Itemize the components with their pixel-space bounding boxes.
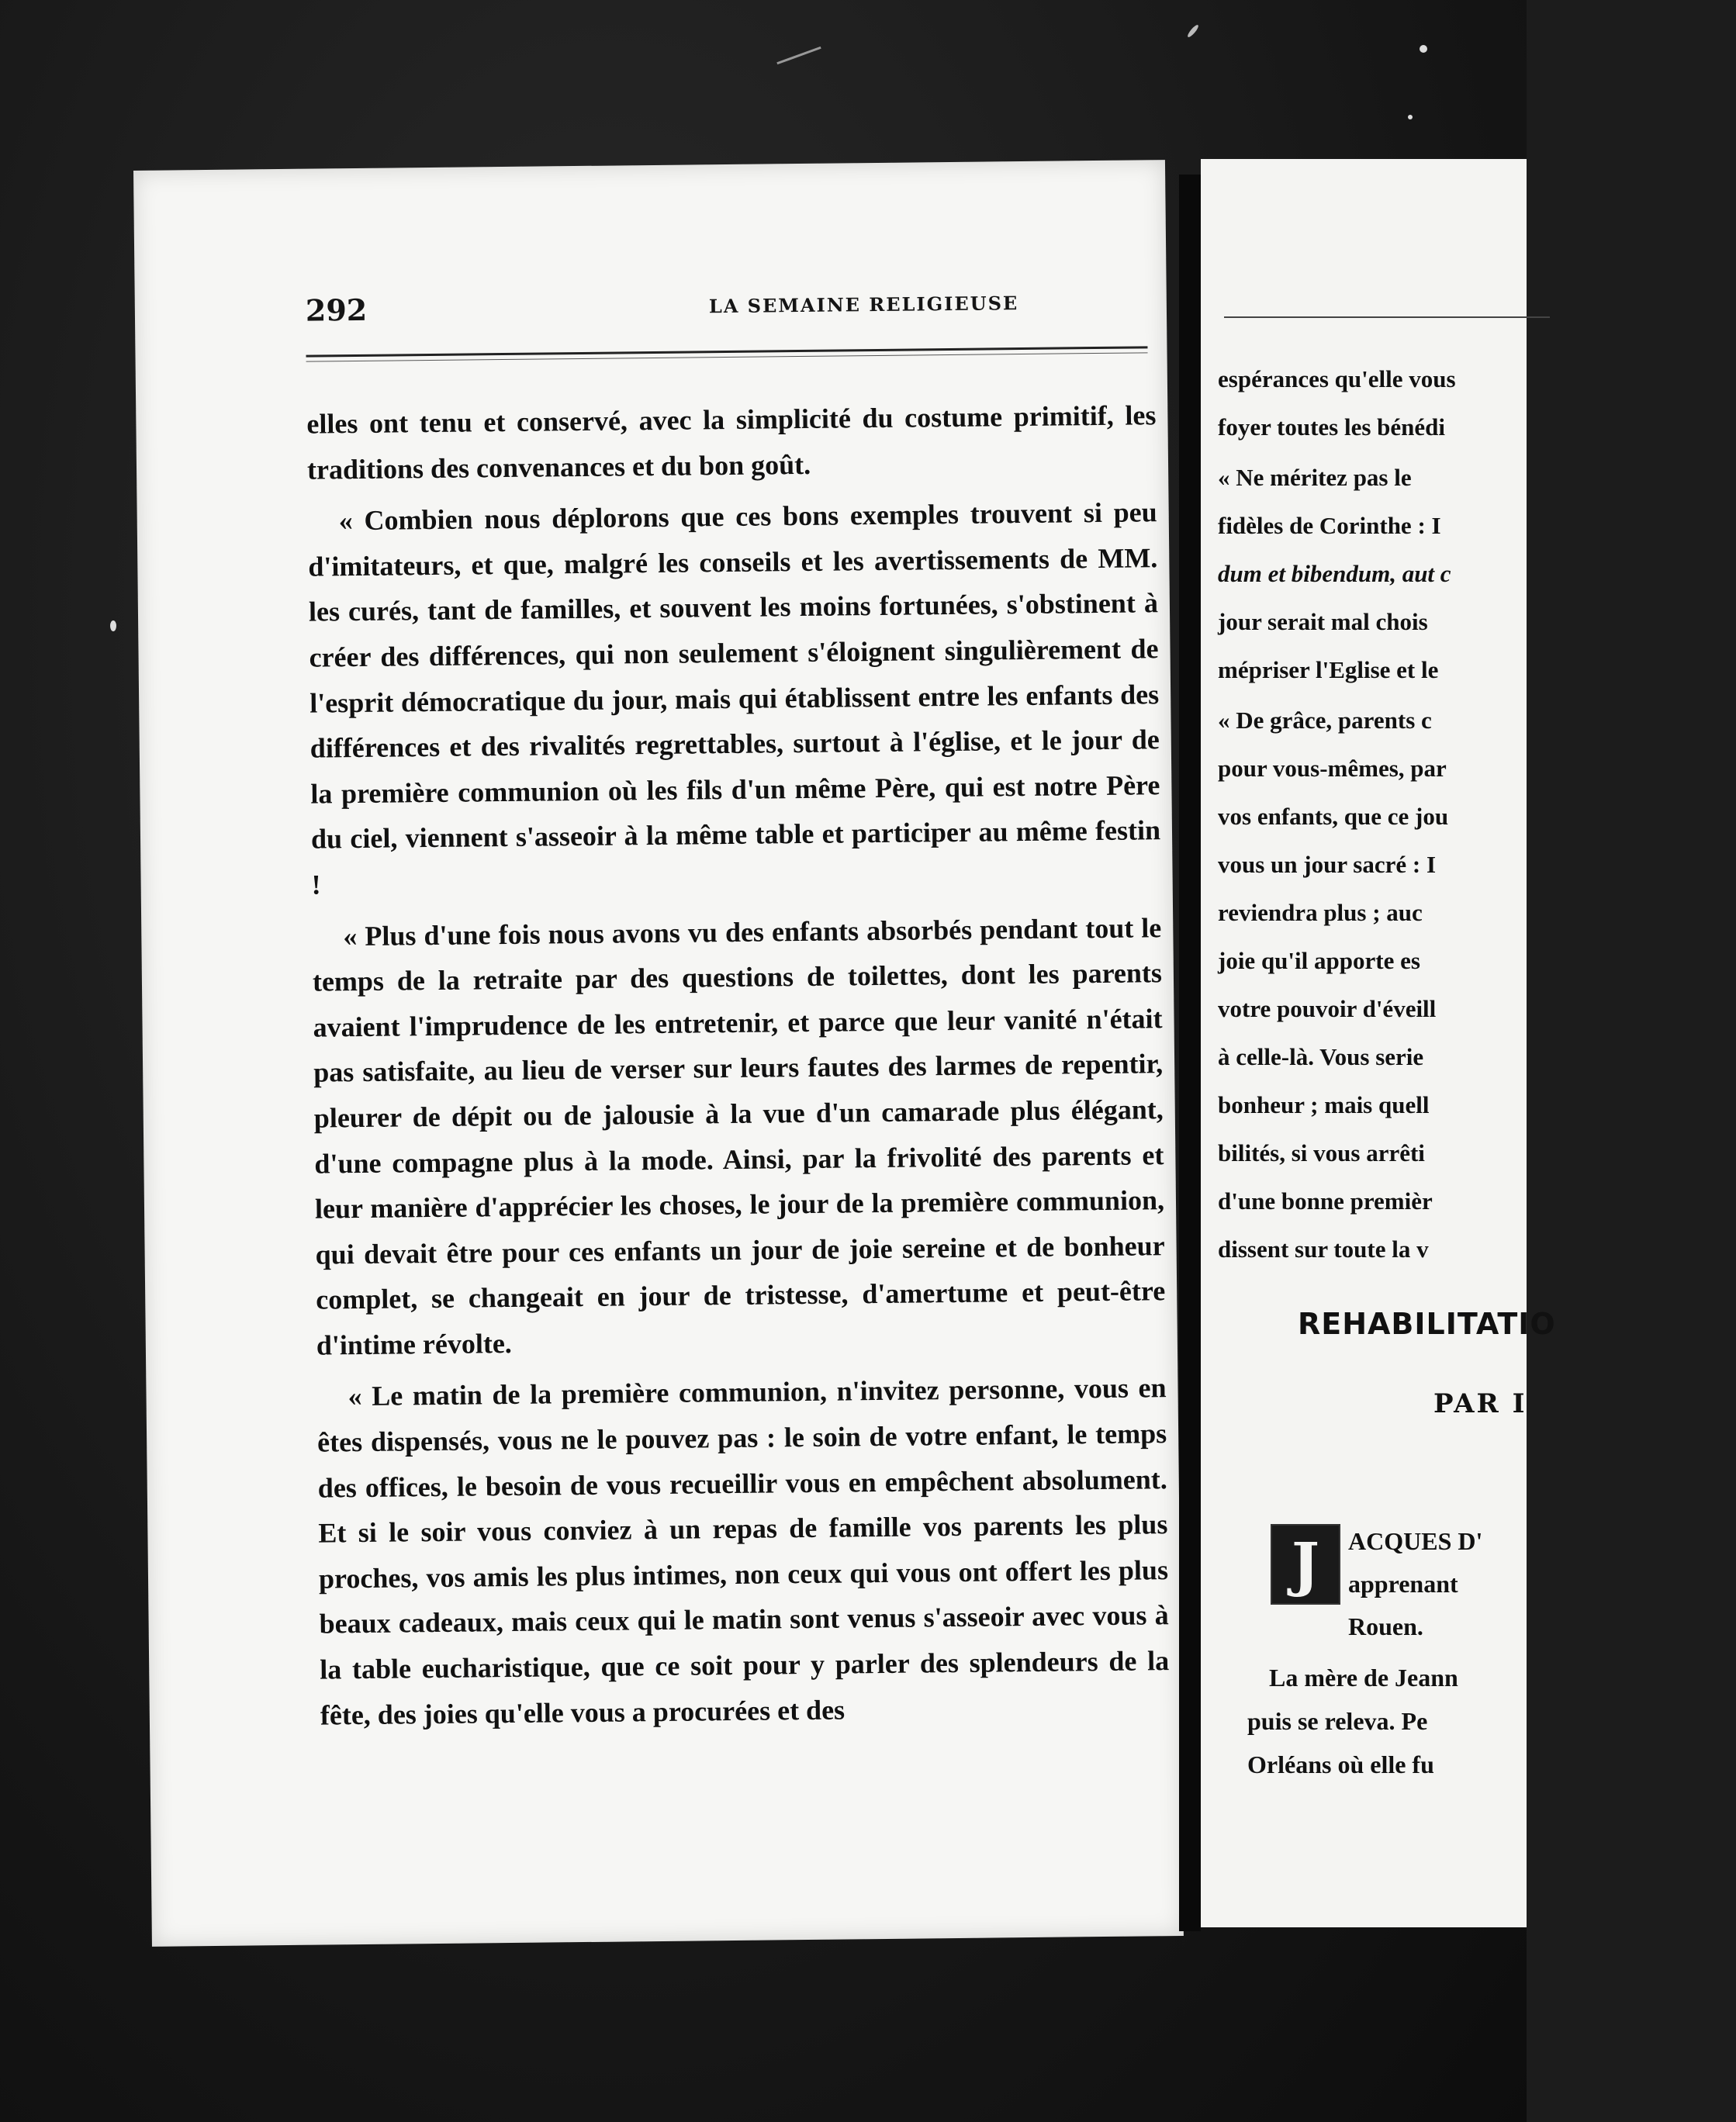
paragraph: « Le matin de la première communion, n'invitez personne, vous en êtes dispensés, vous ne le pouvez pas : le soin de votre enfant, le temps des offices, le besoin de vous recueillir vous en empêchent absolument. Et si le soir vous conviez à un repas de famille vos parents les plus proches, vos amis les plus intimes, non ceux qui vous ont offert les plus beaux cadeaux, mais ceux qui le matin sont venus s'asseoir avec vous à la table eucharistique, que ce soit pour y parler des splendeurs de la fête, des joies qu'elle vous a procurées et des [316,1372,1170,1731]
text-line: Rouen. [1348,1612,1423,1640]
text-line: dum et bibendum, aut c [1218,560,1451,587]
text-line: à celle-là. Vous serie [1218,1043,1424,1070]
text-line: La mère de Jeann [1269,1664,1458,1692]
body-text [306,392,1170,1744]
text-line: joie qu'il apporte es [1218,947,1420,974]
text-line: jour serait mal chois [1218,608,1428,635]
text-line: reviendra plus ; auc [1218,899,1423,926]
text-line: fidèles de Corinthe : I [1218,512,1441,539]
text-line: vos enfants, que ce jou [1218,803,1449,830]
text-line: puis se releva. Pe [1247,1707,1428,1735]
running-head [306,282,1315,340]
journal-title: LA SEMAINE RELIGIEUSE [708,292,1019,318]
text-line: vous un jour sacré : I [1218,851,1437,878]
text-line: pour vous-mêmes, par [1218,755,1447,782]
paragraph: « Plus d'une fois nous avons vu des enfants absorbés pendant tout le temps de la retraite par des questions de toilettes, dont les parents avaient l'imprudence de les entretenir, et parce que leur vanité n'était pas satisfaite, au lieu de verser sur leurs fautes des larmes de repentir, pleurer de dépit ou de jalousie à la vue d'un camarade plus élégant, d'une compagne plus à la mode. Ainsi, par la frivolité des parents et leur manière d'apprécier les choses, le jour de la première communion, qui devait être pour ces enfants un jour de joie sereine et de bonheur complet, se changeait en jour de tristesse, d'amertume et peut-être d'intime révolte. [312,911,1166,1361]
text-line: « De grâce, parents c [1218,707,1432,734]
text-line: espérances qu'elle vous [1218,365,1456,392]
paragraph: « Combien nous déplorons que ces bons exemples trouvent si peu d'imitateurs, et que, malgré les conseils et les avertissements de MM. les curés, tant de familles, et souvent les moins fortunées, s'obstinent à créer des différences, qui non seulement s'éloignent singulièrement de l'esprit démocratique du jour, mais qui établissent entre les enfants des différences et des rivalités regrettables, surtout à l'église, et le jour de la première communion où les fils d'un même Père, qui est notre Père du ciel, viennent s'asseoir à la même table et participer au même festin ! [308,496,1161,900]
book-gutter [1179,175,1201,1931]
page-number: 292 [305,292,368,328]
paragraph: elles ont tenu et conservé, avec la simplicité du costume primitif, les traditions des convenances et du bon goût. [306,399,1157,486]
text-line: apprenant [1348,1570,1458,1598]
text-line: foyer toutes les bénédi [1218,413,1446,441]
dust-speck [110,620,116,631]
section-heading: REHABILITATIO [1298,1307,1556,1341]
dust-speck [1420,45,1427,53]
right-page-text [1218,357,1683,1275]
text-line: d'une bonne premièr [1218,1187,1433,1215]
section-subheading: PAR I [1433,1388,1527,1419]
header-rule [1224,316,1550,318]
header-rule [306,346,1148,357]
left-page [133,160,1184,1947]
text-line: « Ne méritez pas le [1218,464,1412,491]
text-line: ACQUES D' [1348,1527,1483,1555]
text-line: mépriser l'Eglise et le [1218,656,1439,683]
dust-speck [1408,115,1413,119]
dropcap-initial: J [1271,1524,1340,1605]
text-line: Orléans où elle fu [1247,1750,1434,1778]
right-page [1201,159,1556,1927]
text-line: votre pouvoir d'éveill [1218,995,1437,1022]
text-line: bonheur ; mais quell [1218,1091,1430,1118]
text-line: dissent sur toute la v [1218,1236,1429,1263]
paragraph [1247,1656,1635,1786]
text-line: bilités, si vous arrêti [1218,1139,1425,1166]
opening-lines [1348,1520,1736,1648]
